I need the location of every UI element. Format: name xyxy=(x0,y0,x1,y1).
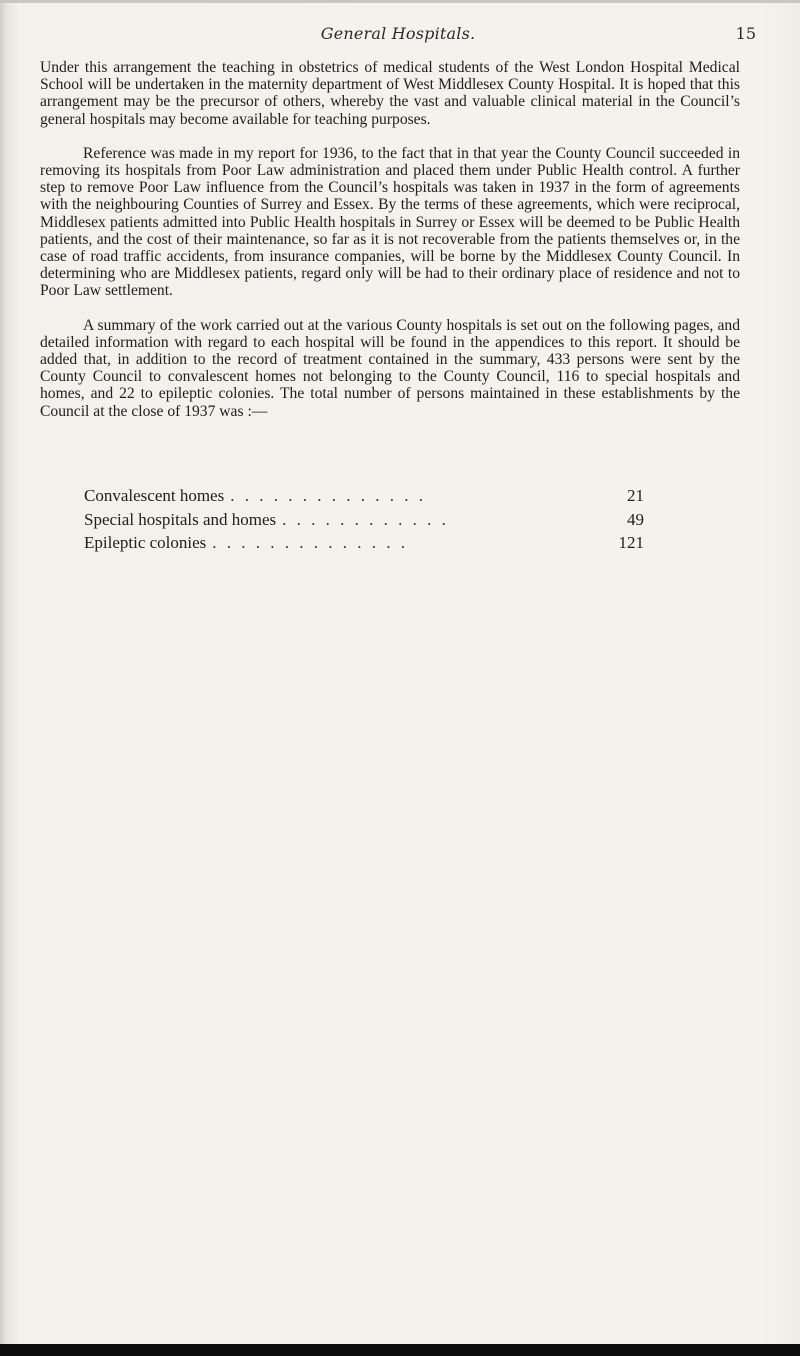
paragraph: Reference was made in my report for 1936, to the fact that in that year the County Council succeeded in removing its hospitals from Poor Law administration and placed them under Public Health control. A further step to remove Poor Law influence from the Council’s hospitals was taken in 1937 in the form of agreements with the neighbouring Counties of Surrey and Essex. By the terms of these agreements, which were reciprocal, Middlesex patients admitted into Public Health hospitals in Surrey or Essex will be deemed to be Public Health patients, and the cost of their maintenance, so far as it is not recoverable from the patients themselves or, in the case of road traffic accidents, from insurance companies, will be borne by the Middlesex County Council. In determining who are Middlesex patients, regard only will be had to their ordinary place of residence and not to Poor Law settlement. xyxy=(40,144,740,300)
running-head: General Hospitals. xyxy=(320,24,476,43)
page-number: 15 xyxy=(735,24,756,43)
summary-value: 21 xyxy=(627,486,644,505)
summary-row xyxy=(84,510,644,534)
bottom-edge xyxy=(0,1344,800,1356)
summary-row xyxy=(84,533,644,557)
page-header xyxy=(40,24,756,48)
summary-value: 49 xyxy=(627,509,644,529)
summary-table xyxy=(84,486,644,557)
dot-leader: . . . . . . . . . . . . . . xyxy=(230,486,426,505)
top-edge xyxy=(0,0,800,3)
dot-leader: . . . . . . . . . . . . xyxy=(282,509,449,529)
paragraph: Under this arrangement the teaching in obstetrics of medical students of the West London Hospital Medical School will be undertaken in the maternity department of West Middlesex County Hospital. It is hoped that this arrangement may be the precursor of others, whereby the vast and valuable clinical material in the Council’s general hospitals may become available for teaching purposes. xyxy=(40,59,740,128)
summary-value: 121 xyxy=(618,533,644,552)
summary-label: Special hospitals and homes xyxy=(84,509,277,529)
dot-leader: . . . . . . . . . . . . . . xyxy=(212,533,409,552)
body-text xyxy=(40,59,740,437)
summary-row xyxy=(84,486,644,510)
summary-label: Epileptic colonies xyxy=(84,533,207,552)
summary-label: Convalescent homes xyxy=(84,486,225,505)
paragraph: A summary of the work carried out at the various County hospitals is set out on the following pages, and detailed information with regard to each hospital will be found in the appendices to this report. It should be added that, in addition to the record of treatment contained in the summary, 433 persons were sent by the County Council to convalescent homes not belonging to the County Council, 116 to special hospitals and homes, and 22 to epileptic colonies. The total number of persons maintained in these establishments by the Council at the close of 1937 was :— xyxy=(40,316,740,420)
